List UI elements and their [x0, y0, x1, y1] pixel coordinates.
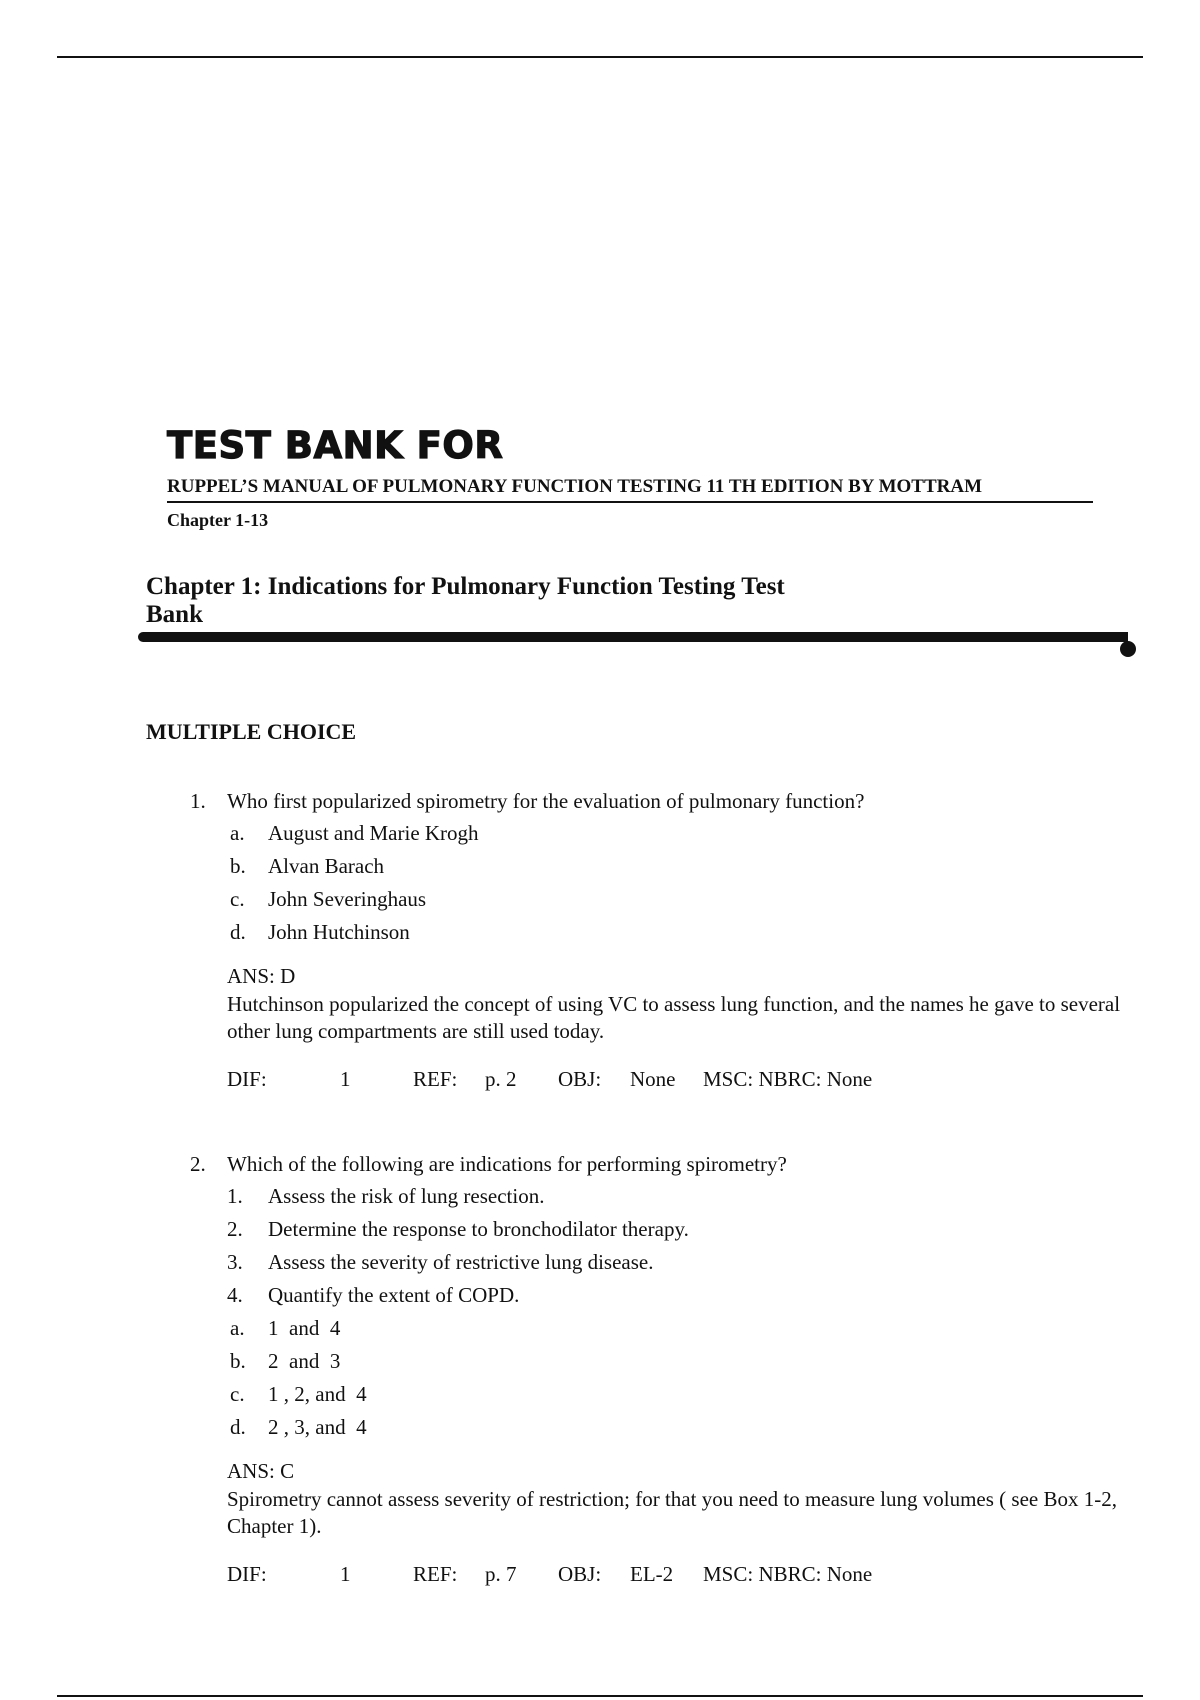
- answer-key: ANS: C: [227, 1459, 295, 1483]
- question-number: 1.: [190, 789, 206, 813]
- top-page-rule: [57, 56, 1143, 58]
- chapter-title: Chapter 1: Indications for Pulmonary Function Testing Test Bank: [146, 573, 785, 628]
- option-letter: c.: [230, 1382, 245, 1406]
- ref-label: REF:: [413, 1562, 458, 1586]
- question-2: [190, 1148, 1120, 1592]
- question-text: Who first popularized spirometry for the evaluation of pulmonary function?: [227, 789, 865, 813]
- statement-number: 2.: [227, 1217, 243, 1241]
- option-a: [190, 1312, 1120, 1345]
- option-letter: c.: [230, 887, 245, 911]
- option-c: [190, 883, 1120, 916]
- option-c: [190, 1378, 1120, 1411]
- obj-value: EL-2: [630, 1562, 674, 1586]
- obj-value: None: [630, 1067, 676, 1091]
- statement-4: [190, 1279, 1120, 1312]
- option-d: [190, 1411, 1120, 1444]
- question-1: [190, 785, 1120, 1097]
- statement-number: 4.: [227, 1283, 243, 1307]
- section-heading: MULTIPLE CHOICE: [146, 719, 357, 744]
- question-metadata: [190, 1562, 1120, 1592]
- question-number: 2.: [190, 1152, 206, 1176]
- option-a: [190, 817, 1120, 850]
- question-text: Which of the following are indications for performing spirometry?: [227, 1152, 787, 1176]
- answer-rationale: Spirometry cannot assess severity of restriction; for that you need to measure lung volumes ( see Box 1-2, Chapter 1).: [227, 1487, 1117, 1538]
- divider-end-dot: [1120, 641, 1136, 657]
- msc-value: MSC: NBRC: None: [703, 1562, 873, 1586]
- book-subtitle: RUPPEL’S MANUAL OF PULMONARY FUNCTION TESTING 11 TH EDITION BY MOTTRAM: [167, 476, 983, 497]
- option-b: [190, 850, 1120, 883]
- option-text: 1 , 2, and 4: [268, 1382, 367, 1406]
- answer-key: ANS: D: [227, 964, 296, 988]
- option-text: August and Marie Krogh: [268, 821, 479, 845]
- ref-value: p. 7: [485, 1562, 517, 1586]
- option-text: 2 and 3: [268, 1349, 341, 1373]
- answer-rationale: Hutchinson popularized the concept of using VC to assess lung function, and the names he gave to several other lung compartments are still used today.: [227, 992, 1121, 1043]
- statement-2: [190, 1213, 1120, 1246]
- test-bank-banner: TEST BANK FOR: [167, 424, 504, 467]
- chapter-range: Chapter 1-13: [167, 510, 269, 530]
- option-text: 2 , 3, and 4: [268, 1415, 367, 1439]
- obj-label: OBJ:: [558, 1562, 602, 1586]
- statement-number: 3.: [227, 1250, 243, 1274]
- obj-label: OBJ:: [558, 1067, 602, 1091]
- option-b: [190, 1345, 1120, 1378]
- option-letter: d.: [230, 1415, 246, 1439]
- statement-number: 1.: [227, 1184, 243, 1208]
- chapter-divider-bar: [138, 632, 1128, 642]
- ref-value: p. 2: [485, 1067, 517, 1091]
- option-d: [190, 916, 1120, 949]
- statement-1: [190, 1180, 1120, 1213]
- dif-value: 1: [340, 1562, 351, 1586]
- option-text: John Severinghaus: [268, 887, 427, 911]
- msc-value: MSC: NBRC: None: [703, 1067, 873, 1091]
- dif-label: DIF:: [227, 1067, 267, 1091]
- statement-3: [190, 1246, 1120, 1279]
- option-letter: a.: [230, 821, 245, 845]
- bottom-page-rule: [57, 1695, 1143, 1697]
- statement-text: Quantify the extent of COPD.: [268, 1283, 520, 1307]
- option-letter: d.: [230, 920, 246, 944]
- question-metadata: [190, 1067, 1120, 1097]
- option-letter: b.: [230, 1349, 246, 1373]
- statement-text: Assess the severity of restrictive lung disease.: [268, 1250, 654, 1274]
- option-letter: a.: [230, 1316, 245, 1340]
- dif-value: 1: [340, 1067, 351, 1091]
- ref-label: REF:: [413, 1067, 458, 1091]
- statement-text: Determine the response to bronchodilator therapy.: [268, 1217, 689, 1241]
- option-text: Alvan Barach: [268, 854, 385, 878]
- statement-text: Assess the risk of lung resection.: [268, 1184, 545, 1208]
- option-text: 1 and 4: [268, 1316, 341, 1340]
- option-letter: b.: [230, 854, 246, 878]
- option-text: John Hutchinson: [268, 920, 410, 944]
- dif-label: DIF:: [227, 1562, 267, 1586]
- subtitle-rule: [167, 501, 1093, 503]
